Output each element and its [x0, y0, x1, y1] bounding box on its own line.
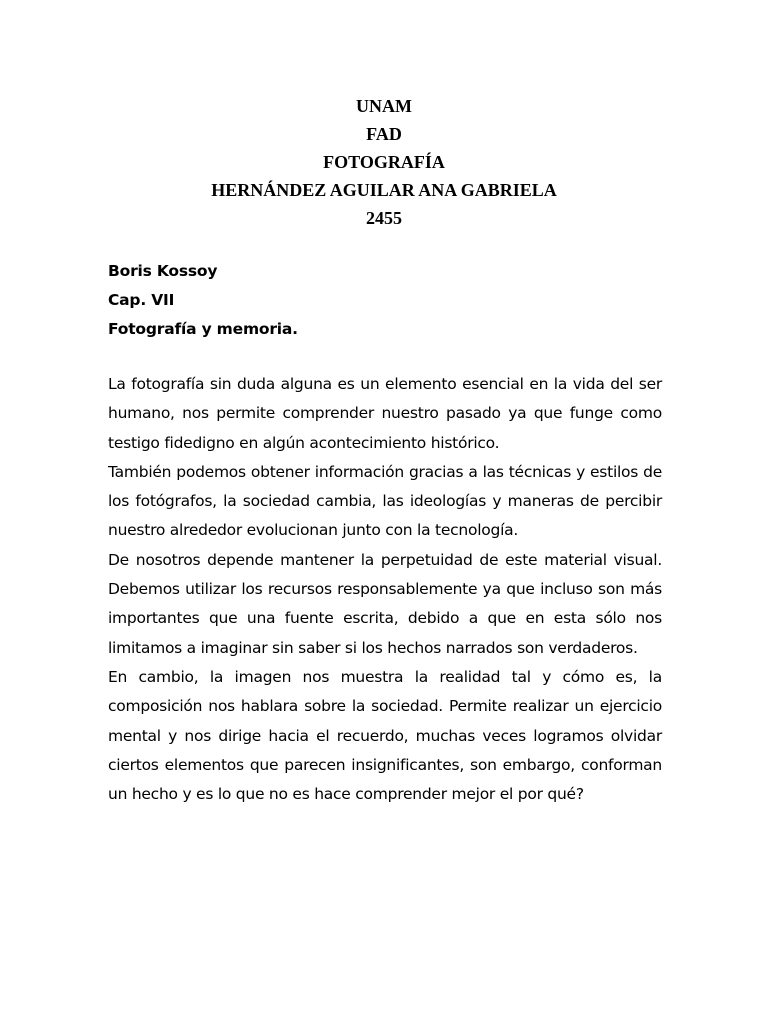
essay-body: [108, 370, 662, 809]
header-faculty: FAD: [366, 124, 402, 144]
header-student-name: HERNÁNDEZ AGUILAR ANA GABRIELA: [211, 180, 557, 200]
reading-reference: [108, 257, 298, 344]
header-university: UNAM: [356, 96, 412, 116]
paragraph-4: En cambio, la imagen nos muestra la realidad tal y cómo es, la composición nos hablara sobre la sociedad. Permite realizar un ejercicio mental y nos dirige hacia el recuerdo, muchas veces logramos olvidar ciertos elementos que parecen insignificantes, son embargo, conforman un hecho y es lo que no es hace comprender mejor el por qué?: [108, 667, 662, 804]
paragraph-1: La fotografía sin duda alguna es un elemento esencial en la vida del ser humano, nos permite comprender nuestro pasado ya que funge como testigo fidedigno en algún acontecimiento histórico.: [108, 375, 662, 452]
reference-title: Fotografía y memoria.: [108, 320, 298, 338]
paragraph-3: De nosotros depende mantener la perpetuidad de este material visual. Debemos utilizar los recursos responsablemente ya que incluso son más importantes que una fuente escrita, debido a que en esta sólo nos limitamos a imaginar sin saber si los hechos narrados son verdaderos.: [108, 550, 662, 657]
paragraph-2: También podemos obtener información gracias a las técnicas y estilos de los fotógrafos, la sociedad cambia, las ideologías y maneras de percibir nuestro alrededor evolucionan junto con la tecnología.: [108, 462, 662, 540]
reference-author: Boris Kossoy: [108, 262, 218, 280]
header-subject: FOTOGRAFÍA: [323, 152, 445, 172]
reference-chapter: Cap. VII: [108, 291, 175, 309]
document-header: [0, 92, 768, 232]
header-student-number: 2455: [366, 208, 402, 228]
